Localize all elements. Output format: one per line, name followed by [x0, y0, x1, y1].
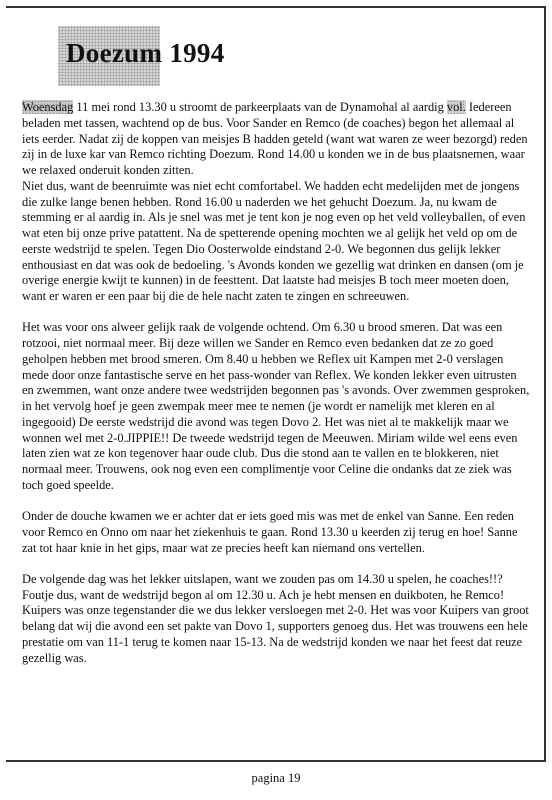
highlighted-word: vol.: [446, 100, 466, 114]
paragraph-arrival: [22, 100, 530, 305]
highlighted-day: Woensdag: [22, 100, 74, 114]
arrival-text-b: Iedereen beladen met tassen, wachtend op de bus. Voor Sander en Remco (de coaches) begon het allemaal al iets eerder. Nadat zij de koppen van meisjes B hadden geteld (want wat waren ze weer bezorgd) reden zij in de luxe kar van Remco richting Doezum. Rond 14.00 u konden we in de bus plaatsnemen, waar we relaxed onderuit konden zitten.: [22, 100, 528, 177]
article-body: [22, 100, 530, 682]
paragraph-next-day: De volgende dag was het lekker uitslapen, want we zouden pas om 14.30 u spelen, he coaches!!? Foutje dus, want de wedstrijd begon al om 12.30 u. Ach je hebt mensen en duikboten, he Remco! Kuipers was onze tegenstander die we dus lekker versloegen met 2-0. Het was voor Kuipers van groot belang dat wij die avond een set pakte van Dovo 1, supporters genoeg dus. Het was trouwens een hele prestatie om van 11-1 terug te komen naar 15-13. Na de wedstrijd konden we naar het feest dat reuze gezellig was.: [22, 571, 529, 665]
page-number: pagina 19: [251, 771, 301, 785]
bottom-border-rule: [6, 760, 546, 762]
arrival-text-c: Niet dus, want de beenruimte was niet echt comfortabel. We hadden echt medelijden met de jongens die zulke lange benen hebben. Rond 16.00 u naderden we het gehucht Doezum. Ja, nu kwam de stemming er al aardig in. Als je snel was met je tent kon je nog even op het veld volleyballen, of even wat eten bij onze prive patattent. Na de spetterende opening mochten we al gelijk het veld op om de eerste wedstrijd te spelen. Tegen Dio Oosterwolde eindstand 2-0. We begonnen dus gelijk lekker enthousiast en dat was ook de bedoeling. 's Avonds konden we gezellig wat drinken en dansen (om je overige energie kwijt te kunnen) in de feesttent. Dat laatste had meisjes B toch meer moeten doen, want er waren er een paar bij die de hele nacht zaten te zingen en schreeuwen.: [22, 178, 526, 303]
arrival-text-a: 11 mei rond 13.30 u stroomt de parkeerplaats van de Dynamohal al aardig: [73, 100, 447, 114]
paragraph-morning: Het was voor ons alweer gelijk raak de volgende ochtend. Om 6.30 u brood smeren. Dat was een rotzooi, niet normaal meer. Bij deze willen we Sander en Remco even bedanken dat ze zo goed geholpen hebben met brood smeren. Om 8.40 u hebben we Reflex uit Kampen met 2-0 verslagen mede door onze fantastische serve en het pass-wonder van Reflex. We konden lekker even uitrusten en zwemmen, want onze andere twee wedstrijden begonnen pas 's avonds. Over zwemmen gesproken, in het vervolg hoef je geen zwempak meer mee te nemen (je wordt er namelijk met kleren en al ingegooid) De eerste wedstrijd die avond was tegen Dovo 2. Het was niet al te makkelijk maar we wonnen wel met 2-0.JIPPIE!! De tweede wedstrijd tegen de Meeuwen. Miriam wilde wel eens even laten zien wat ze kon tegenover haar oude club. Dus die stond aan te vallen en te blokkeren, niet normaal meer. Trouwens, ook nog even een complimentje voor Celine die ondanks dat ze ziek was toch goed speelde.: [22, 320, 530, 492]
paragraph-shower: Onder de douche kwamen we er achter dat er iets goed mis was met de enkel van Sanne. Een reden voor Remco en Onno om naar het ziekenhuis te gaan. Rond 13.30 u keerden zij terug en hoe! Sanne zat tot haar knie in het gips, maar wat ze precies heeft kan niemand ons vertellen.: [22, 509, 518, 555]
right-border-rule: [544, 6, 546, 762]
page-title: Doezum 1994: [66, 38, 225, 68]
top-border-rule: [6, 6, 546, 8]
